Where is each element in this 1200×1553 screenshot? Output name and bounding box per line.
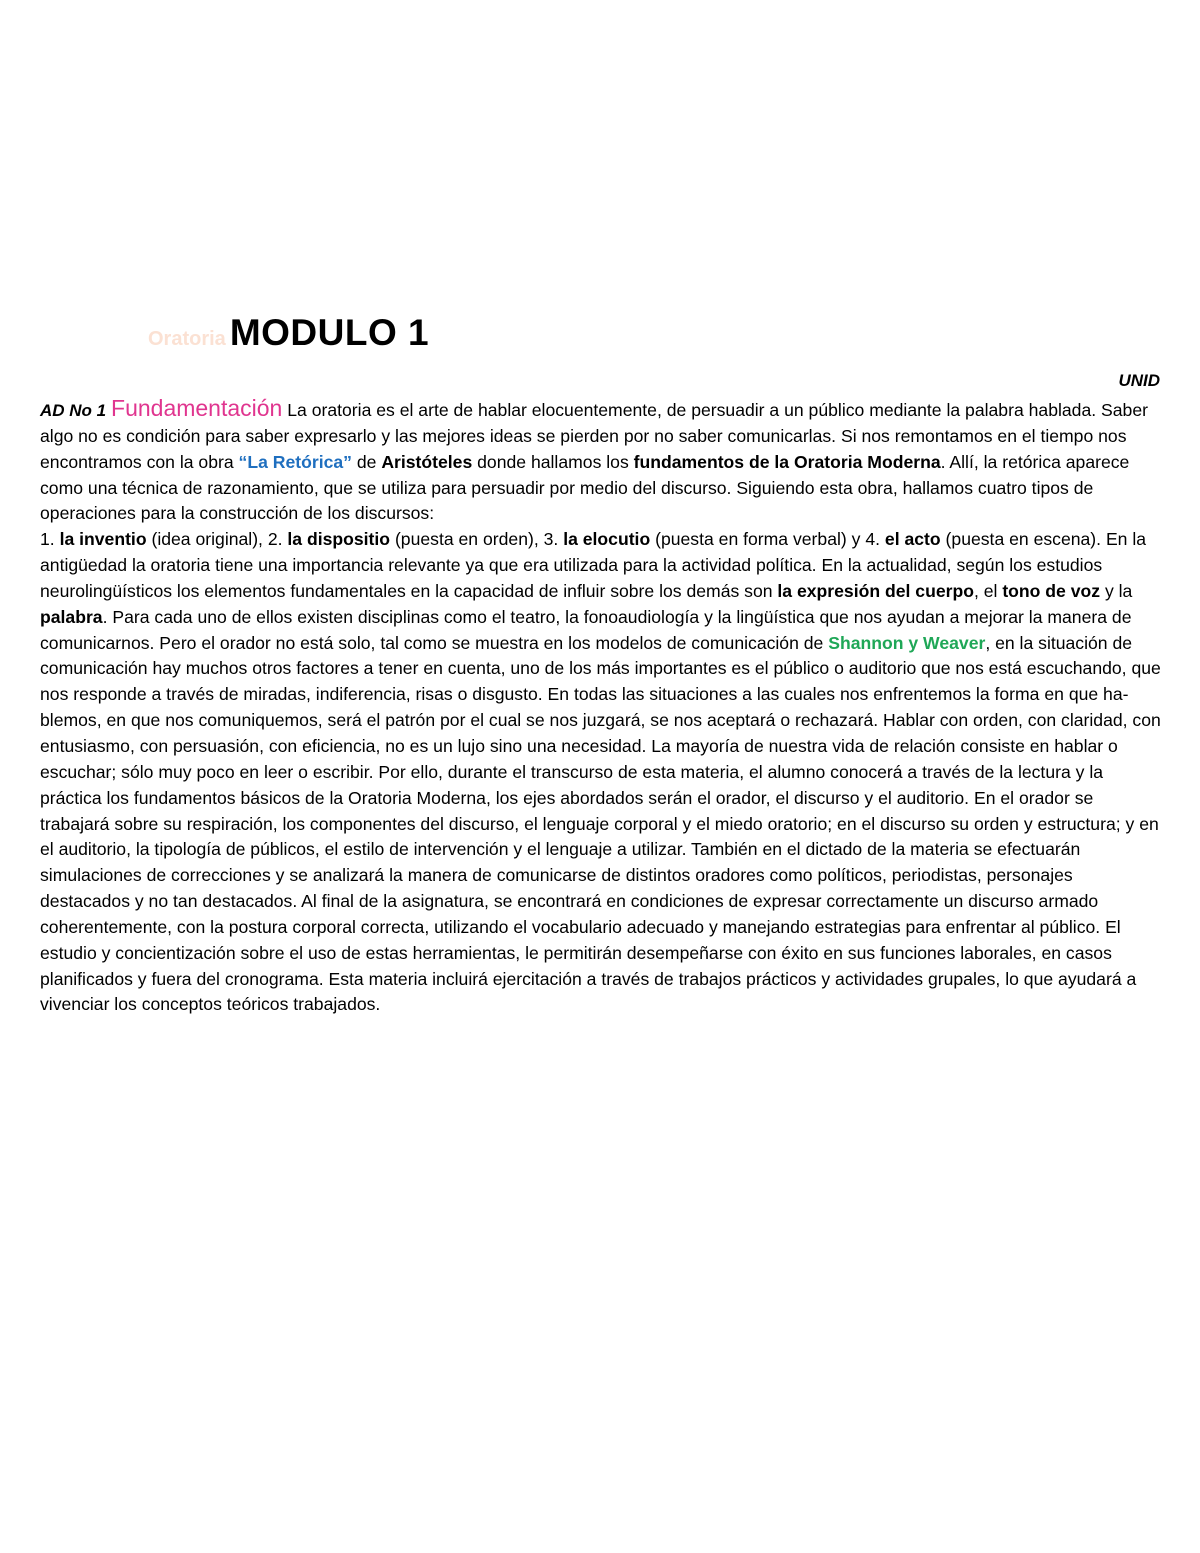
paragraph-intro <box>40 396 1162 527</box>
foundations-term: fundamentos de la Oratoria Moderna <box>633 451 941 472</box>
section-heading: Fundamentación <box>111 395 283 421</box>
text-run: (puesta en escena). En la antigüedad la oratoria tiene una importancia relevante ya que era utilizada para la actividad política. En la actualidad, según los estudios neurolingüísticos los elementos fundamentales en la capacidad de influir sobre los demás son <box>40 529 1147 601</box>
operation-term: la inventio <box>59 529 147 550</box>
text-run: y la <box>1100 580 1133 601</box>
author-name: Aristóteles <box>381 451 473 472</box>
unit-label-part2: AD No 1 <box>40 401 107 420</box>
text-run: , el <box>973 580 1003 601</box>
text-run: (puesta en forma verbal) y 4. <box>650 529 885 550</box>
text-run: . Allí, la retórica aparece como una técnica de razonamiento, que se utiliza para persuadir por medio del discurso. Siguiendo esta obra, hallamos cuatro tipos de operaciones para la construcción de los discursos: <box>40 451 1130 524</box>
element-term: palabra <box>40 606 103 627</box>
text-run: , en la situación de comunicación hay muchos otros factores a tener en cuenta, uno de los más importantes es el público o auditorio que nos está escuchando, que nos responde a través de miradas, indiferencia, risas o disgusto. En todas las situaciones a las cuales nos enfrentemos la forma en que ha- blemos, en que nos comuniquemos, será el patrón por el cual se nos juzgará, se nos aceptará o rechazará. Hablar con orden, con claridad, con entusiasmo, con persuasión, con eficiencia, no es un lujo sino una necesidad. La mayoría de nuestra vida de relación consiste en hablar o escuchar; sólo muy poco en leer o escribir. Por ello, durante el transcurso de esta materia, el alumno conocerá a través de la lectura y la práctica los fundamentos básicos de la Oratoria Moderna, los ejes abordados serán el orador, el discurso y el auditorio. En el orador se trabajará sobre su respiración, los componentes del discurso, el lenguaje corporal y el miedo oratorio; en el discurso su orden y estructura; y en el auditorio, la tipología de públicos, el estilo de intervención y el lenguaje a utilizar. También en el dictado de la materia se efectuarán simulaciones de correcciones y se analizará la manera de comunicarse de distintos oradores como políticos, periodistas, personajes destacados y no tan destacados. Al final de la asignatura, se encontrará en condiciones de expresar correctamente un discurso armado coherentemente, con la postura corporal correcta, utilizando el vocabulario adecuado y manejando estrategias para enfrentar al público. El estudio y concientización sobre el uso de estas herramientas, le permitirán desempeñarse con éxito en sus funciones laborales, en casos planificados y fuera del cronograma. Esta materia incluirá ejercitación a través de trabajos prácticos y actividades grupales, lo que ayudará a vivenciar los conceptos teóricos trabajados. <box>40 632 1161 1015</box>
operation-term: el acto <box>884 529 941 550</box>
title-line <box>148 312 429 354</box>
work-title: “La Retórica” <box>238 451 352 472</box>
text-run: (puesta en orden), 3. <box>390 529 564 550</box>
text-run: de <box>351 451 382 472</box>
operation-term: la elocutio <box>563 529 651 550</box>
operation-term: la dispositio <box>287 529 391 550</box>
module-title: MODULO 1 <box>229 312 430 353</box>
element-term: la expresión del cuerpo <box>777 580 974 601</box>
text-run: donde hallamos los <box>472 451 634 472</box>
text-run: 1. <box>40 529 60 550</box>
subject-label: Oratoria <box>148 328 226 350</box>
unit-label-part1: UNID <box>1118 371 1160 390</box>
paragraph-main <box>40 527 1162 1018</box>
element-term: tono de voz <box>1002 580 1101 601</box>
text-run: La oratoria es el arte de hablar elocuentemente, de persuadir a un público mediante la palabra hablada. Saber algo no es condición para saber expresarlo y las mejores ideas se pierden por no saber comunicarlas. Si nos remontamos en el tiempo nos encontramos con la obra <box>40 400 1148 472</box>
body-text <box>40 396 1162 1018</box>
text-run: (idea original), 2. <box>146 529 288 550</box>
text-run: . Para cada uno de ellos existen disciplinas como el teatro, la fonoaudiología y la lingüística que nos ayudan a mejorar la manera de comunicarnos. Pero el orador no está solo, tal como se muestra en los modelos de comunicación de <box>40 606 1132 653</box>
model-name: Shannon y Weaver <box>828 632 986 653</box>
